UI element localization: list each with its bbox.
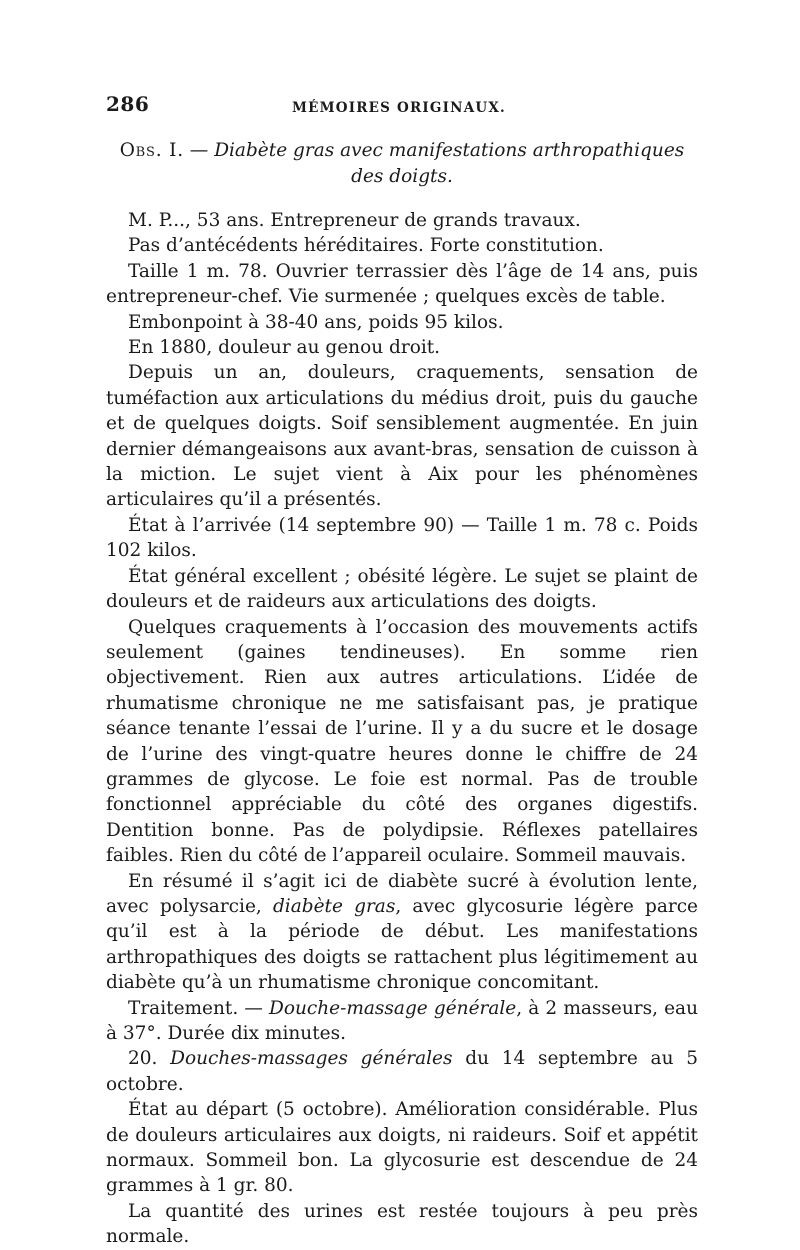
observation-title-line [106, 138, 698, 164]
paragraph-text: En 1880, douleur au genou droit. [128, 337, 441, 359]
observation-body [106, 208, 698, 1250]
paragraph-examination [106, 615, 698, 869]
observation-heading [106, 138, 698, 190]
paragraph-sessions [106, 1046, 698, 1097]
observation-title: Diabète gras avec manifestations arthropathiques [214, 140, 685, 161]
paragraph-general-state [106, 564, 698, 615]
emphasis-text: Douches-massages générales [170, 1048, 453, 1070]
paragraph-text: Depuis un an, douleurs, craquements, sensation de tuméfaction aux articulations du médius droit, puis du gauche et de quelques doigts. Soif sensiblement augmentée. En juin dernier démangeaisons aux avant-bras, sensation de cuisson à la miction. Le sujet vient à Aix pour les phénomènes articulaires qu’il a présentés. [106, 362, 698, 511]
paragraph-patient [106, 208, 698, 233]
paragraph-text: Pas d’antécédents héréditaires. Forte constitution. [128, 235, 604, 257]
paragraph-text: Embonpoint à 38-40 ans, poids 95 kilos. [128, 311, 504, 333]
paragraph-antecedents [106, 233, 698, 258]
emphasis-text: diabète gras [272, 895, 396, 917]
paragraph-symptoms [106, 360, 698, 512]
paragraph-text: État au départ (5 octobre). Amélioration considérable. Plus de douleurs articulaires aux doigts, ni raideurs. Soif et appétit normaux. Sommeil bon. La glycosurie est descendue de 24 grammes à 1 gr. 80. [106, 1099, 698, 1197]
paragraph-text: En résumé il s’agit ici de diabète sucré à évolution lente, avec polysarcie, [106, 870, 698, 917]
paragraph-text: du 14 septembre au 5 octobre. [106, 1048, 698, 1095]
paragraph-weight-history [106, 310, 698, 335]
running-header [106, 92, 698, 132]
paragraph-text: , à 2 masseurs, eau à 37°. Durée dix minutes. [106, 997, 698, 1044]
paragraph-text: Taille 1 m. 78. Ouvrier terrassier dès l’âge de 14 ans, puis entrepreneur-chef. Vie surmenée ; quelques excès de table. [106, 260, 698, 308]
paragraph-text: La quantité des urines est restée toujours à peu près normale. [106, 1200, 698, 1248]
paragraph-treatment [106, 996, 698, 1047]
page-number: 286 [106, 92, 150, 116]
observation-title-continued: des doigts. [351, 166, 453, 187]
paragraph-text: , avec glycosurie légère parce qu’il est à la période de début. Les manifestations arthropathiques des doigts se rattachent plus légitimement au diabète qu’à un rhumatisme chronique concomitant. [106, 895, 698, 994]
paragraph-departure-state [106, 1097, 698, 1199]
paragraph-knee-pain [106, 335, 698, 360]
paragraph-text: Quelques craquements à l’occasion des mouvements actifs seulement (gaines tendineuses). En somme rien objectivement. Rien aux autres articulations. L’idée de rhumatisme chronique ne me satisfaisant pas, je pratique séance tenante l’essai de l’urine. Il y a du sucre et le dosage de l’urine des vingt-quatre heures donne le chiffre de 24 grammes de glycose. Le foie est normal. Pas de trouble fonctionnel appréciable du côté des organes digestifs. Dentition bonne. Pas de polydipsie. Réflexes patellaires faibles. Rien du côté de l’appareil oculaire. Sommeil mauvais. [106, 616, 698, 867]
paragraph-text: État à l’arrivée (14 septembre 90) — Taille 1 m. 78 c. Poids 102 kilos. [106, 514, 698, 562]
observation-label: Obs. I. [119, 140, 184, 161]
paragraph-text: Traitement. — [128, 997, 269, 1019]
running-title: MÉMOIRES ORIGINAUX. [292, 100, 506, 116]
observation-dash: — [189, 140, 209, 161]
paragraph-summary [106, 869, 698, 996]
paragraph-text: État général excellent ; obésité légère. Le sujet se plaint de douleurs et de raideurs aux articulations des doigts. [106, 565, 698, 613]
paragraph-stature [106, 259, 698, 310]
paragraph-text: M. P..., 53 ans. Entrepreneur de grands travaux. [128, 210, 581, 231]
paragraph-arrival-state [106, 513, 698, 564]
paragraph-text: 20. [128, 1048, 171, 1070]
emphasis-text: Douche-massage générale [269, 997, 517, 1019]
paragraph-urine-quantity [106, 1199, 698, 1250]
document-page [106, 92, 698, 1250]
